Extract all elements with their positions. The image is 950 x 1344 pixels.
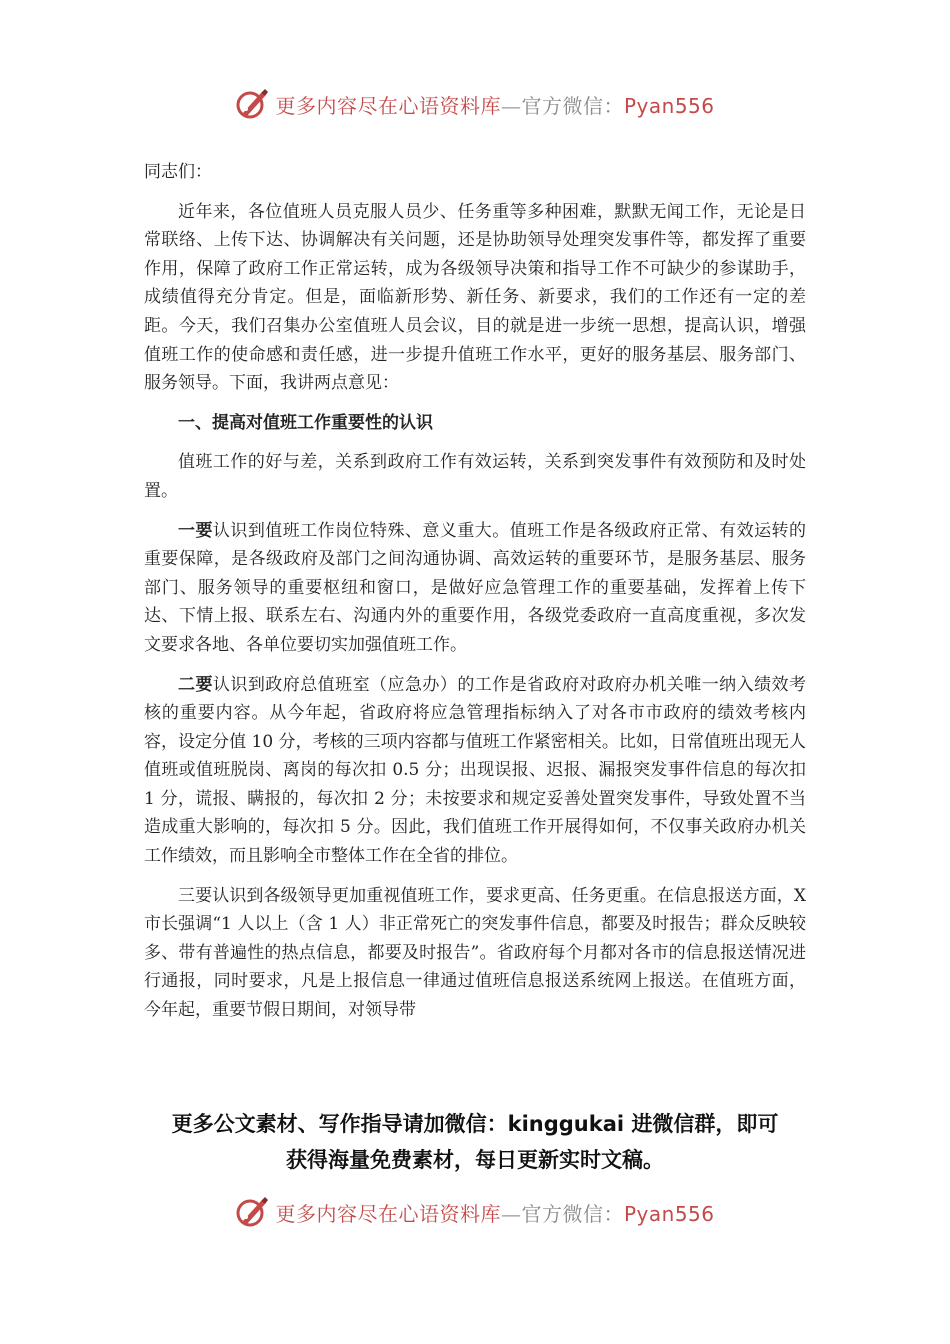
pen-logo-icon — [235, 87, 269, 121]
footer-separator: — — [500, 1201, 522, 1226]
footer-banner-text — [275, 1198, 714, 1227]
promo-note — [0, 1106, 950, 1178]
header-site-name: 更多内容尽在心语资料库 — [275, 93, 501, 118]
point-3-paragraph: 三要认识到各级领导更加重视值班工作，要求更高、任务更重。在信息报送方面，X 市长强调“1 人以上（含 1 人）非正常死亡的突发事件信息，都要及时报告；群众反映较多、带有普遍性的热点信息，都要及时报告”。省政府每个月都对各市的信息报送情况进行通报，同时要求，凡是上报信息一律通过值班信息报送系统网上报送。在值班方面，今年起，重要节假日期间，对领导带 — [144, 885, 806, 1021]
header-banner — [0, 82, 950, 126]
point-2-text: 认识到政府总值班室（应急办）的工作是省政府对政府办机关唯一纳入绩效考核的重要内容。从今年起，省政府将应急管理指标纳入了对各市市政府的绩效考核内容，设定分值 10 分，考核的三项内容都与值班工作紧密相关。比如，日常值班出现无人值班或值班脱岗、离岗的每次扣 0.5 分；出现误报、迟报、漏报突发事件信息的每次扣 1 分，谎报、瞒报的，每次扣 2 分；未按要求和规定妥善处置突发事件，导致处置不当造成重大影响的，每次扣 5 分。因此，我们值班工作开展得如何，不仅事关政府办机关工作绩效，而且影响全市整体工作在全省的排位。 — [144, 674, 807, 867]
header-separator: — — [500, 93, 522, 118]
promo-line-2: 获得海量免费素材，每日更新实时文稿。 — [286, 1148, 664, 1172]
promo-line-1: 更多公文素材、写作指导请加微信：kinggukai 进微信群，即可 — [171, 1112, 779, 1136]
greeting: 同志们： — [144, 162, 212, 182]
point-1-text: 认识到值班工作岗位特殊、意义重大。值班工作是各级政府正常、有效运转的重要保障，是各级政府及部门之间沟通协调、高效运转的重要环节，是服务基层、服务部门、服务领导的重要枢纽和窗口，是做好应急管理工作的重要基础，发挥着上传下达、下情上报、联系左右、沟通内外的重要作用，各级党委政府一直高度重视，多次发文要求各地、各单位要切实加强值班工作。 — [144, 520, 807, 655]
point-2-paragraph — [144, 671, 806, 871]
header-banner-text — [275, 90, 714, 119]
pen-logo-icon — [235, 1195, 269, 1229]
point-2-lead: 二要 — [178, 674, 213, 695]
section-1-heading: 一、提高对值班工作重要性的认识 — [178, 412, 433, 433]
intro-paragraph: 近年来，各位值班人员克服人员少、任务重等多种困难，默默无闻工作，无论是日常联络、上传下达、协调解决有关问题，还是协助领导处理突发事件等，都发挥了重要作用，保障了政府工作正常运转，成为各级领导决策和指导工作不可缺少的参谋助手，成绩值得充分肯定。但是，面临新形势、新任务、新要求，我们的工作还有一定的差距。今天，我们召集办公室值班人员会议，目的就是进一步统一思想，提高认识，增强值班工作的使命感和责任感，进一步提升值班工作水平，更好的服务基层、服务部门、服务领导。下面，我讲两点意见： — [144, 201, 806, 394]
footer-banner — [0, 1190, 950, 1234]
header-wechat-id: Pyan556 — [623, 93, 715, 118]
footer-site-name: 更多内容尽在心语资料库 — [275, 1201, 501, 1226]
footer-wechat-id: Pyan556 — [623, 1201, 715, 1226]
header-official-label: 官方微信： — [521, 93, 624, 118]
document-body — [144, 158, 806, 1036]
footer-official-label: 官方微信： — [521, 1201, 624, 1226]
section-1-intro: 值班工作的好与差，关系到政府工作有效运转，关系到突发事件有效预防和及时处置。 — [144, 452, 806, 501]
point-1-lead: 一要 — [178, 520, 213, 541]
point-1-paragraph — [144, 517, 806, 660]
